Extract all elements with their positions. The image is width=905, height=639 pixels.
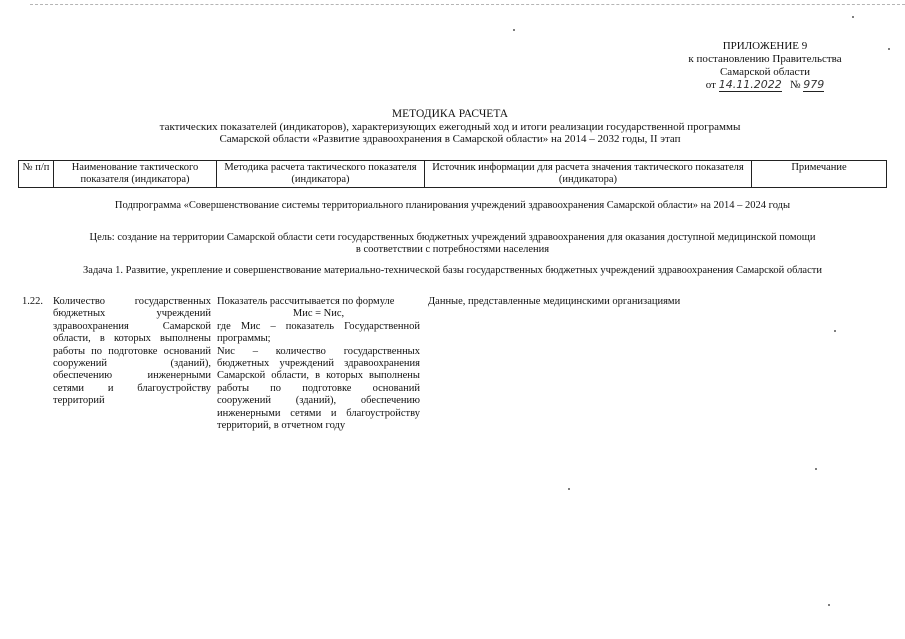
header-method: Методика расчета тактического показателя (индикатора) — [217, 161, 425, 188]
scan-speck — [888, 48, 890, 50]
scan-speck — [513, 29, 515, 31]
task-line: Задача 1. Развитие, укрепление и совершенствование материально-технической базы государственных бюджетных учреждений здравоохранения Самарской области — [83, 265, 822, 276]
scan-speck — [815, 468, 817, 470]
method-n-definition: Nис – количество государственных бюджетных учреждений здравоохранения Самарской области, в которых выполнены работы по подготовке оснований сооружений (зданий), обеспечению инженерными сетями и благоустройству территорий, в отчетном году — [217, 345, 420, 432]
header-source: Источник информации для расчета значения тактического показателя (индикатора) — [425, 161, 752, 188]
scan-speck — [568, 488, 570, 490]
goal-line-2: в соответствии с потребностями населения — [355, 244, 550, 255]
calculation-method — [217, 296, 420, 432]
handwritten-number: 979 — [803, 78, 825, 91]
information-source: Данные, представленные медицинскими организациями — [428, 296, 681, 307]
title-heading: МЕТОДИКА РАСЧЕТА — [391, 108, 509, 120]
title-line-3: Самарской области «Развитие здравоохранения в Самарской области» на 2014 – 2032 годы, II этап — [219, 133, 681, 145]
annex-block — [640, 40, 890, 92]
goal-line-1: Цель: создание на территории Самарской области сети государственных бюджетных учреждений здравоохранения для оказания доступной медицинской помощи — [89, 232, 816, 243]
document-title — [100, 108, 800, 146]
header-note: Примечание — [752, 161, 887, 188]
scan-top-border — [30, 4, 905, 5]
row-number: 1.22. — [22, 296, 43, 307]
scan-speck — [828, 604, 830, 606]
handwritten-date: 14.11.2022 — [718, 78, 782, 91]
title-line-2: тактических показателей (индикаторов), характеризующих ежегодный ход и итоги реализации государственной программы — [159, 120, 741, 133]
number-prefix: № — [789, 79, 801, 91]
annex-region-line: Самарской области — [719, 66, 811, 78]
annex-date-line — [640, 79, 890, 92]
annex-label: ПРИЛОЖЕНИЕ 9 — [722, 40, 808, 52]
scan-speck — [834, 330, 836, 332]
table-header-row — [19, 161, 887, 188]
method-intro: Показатель рассчитывается по формуле — [217, 296, 395, 307]
table-header — [18, 160, 887, 188]
date-prefix: от — [705, 79, 716, 91]
indicator-name: Количество государственных бюджетных учреждений здравоохранения Самарской области, в которых выполнены работы по подготовке оснований сооружений (зданий), обеспечению инженерными сетями и благоустройству территорий — [53, 296, 211, 407]
subprogram-line: Подпрограмма «Совершенствование системы территориального планирования учреждений здравоохранения Самарской области» на 2014 – 2024 годы — [114, 200, 791, 211]
formula: Мис = Nис, — [292, 308, 345, 320]
scan-speck — [852, 16, 854, 18]
header-num: № п/п — [19, 161, 54, 188]
header-name: Наименование тактического показателя (индикатора) — [54, 161, 217, 188]
method-where: где Мис – показатель Государственной программы; — [217, 320, 420, 345]
annex-to-line: к постановлению Правительства — [688, 53, 842, 65]
